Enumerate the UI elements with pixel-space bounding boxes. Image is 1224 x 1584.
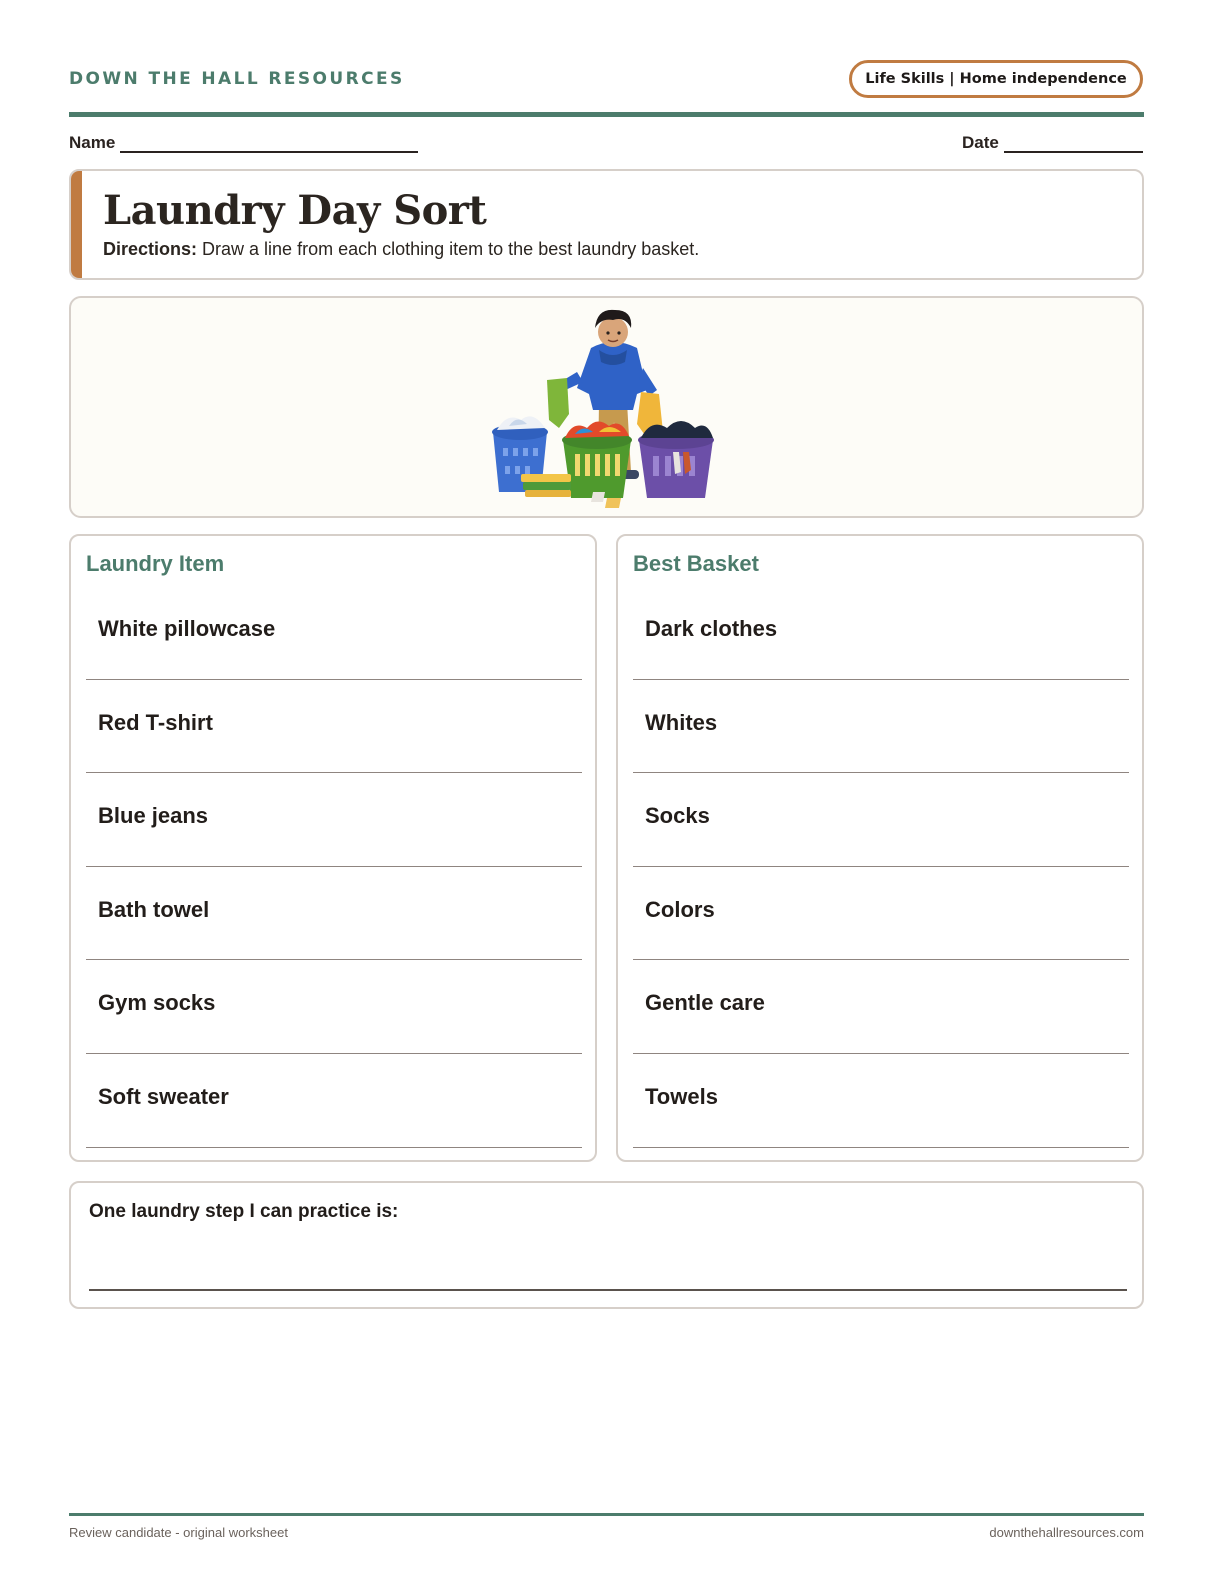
best-basket-column [616,534,1144,1162]
list-item[interactable] [633,867,1129,961]
laundry-item-column [69,534,597,1162]
list-item[interactable] [86,680,582,774]
basket-label: Colors [645,896,715,922]
name-field [69,133,418,153]
footer-website: downthehallresources.com [989,1525,1144,1540]
basket-label: Whites [645,709,718,735]
worksheet-title: Laundry Day Sort [103,187,487,234]
directions-text: Draw a line from each clothing item to the best laundry basket. [197,239,700,259]
subject-badge: Life Skills | Home independence [849,60,1143,98]
basket-label: Dark clothes [645,616,778,641]
laundry-item-heading: Laundry Item [86,551,225,576]
name-write-line[interactable] [120,135,418,153]
list-item[interactable] [633,773,1129,867]
laundry-item-label: Gym socks [98,990,216,1016]
laundry-item-label: Red T-shirt [98,709,213,735]
best-basket-heading: Best Basket [633,551,759,576]
footer-divider [69,1513,1144,1516]
name-label: Name [69,133,116,152]
boy-sorting-laundry-illustration [487,302,719,514]
title-card [69,169,1144,280]
list-item[interactable] [633,680,1129,774]
laundry-item-label: Blue jeans [98,803,209,829]
list-item[interactable] [633,960,1129,1054]
laundry-item-label: White pillowcase [98,616,276,641]
basket-label: Towels [645,1084,718,1109]
footer-note: Review candidate - original worksheet [69,1525,288,1540]
header-divider [69,112,1144,117]
date-write-line[interactable] [1004,135,1143,153]
laundry-item-label: Bath towel [98,896,210,922]
laundry-item-label: Soft sweater [98,1084,229,1109]
list-item[interactable] [86,1054,582,1148]
practice-card [69,1181,1144,1309]
illustration-card [69,296,1144,518]
list-item[interactable] [86,960,582,1054]
brand-name: DOWN THE HALL RESOURCES [69,69,405,89]
date-label: Date [962,133,999,152]
practice-write-line[interactable] [89,1289,1127,1291]
basket-label: Socks [645,803,710,829]
date-field [962,133,1143,153]
title-accent-bar [71,171,82,278]
list-item[interactable] [86,773,582,867]
list-item[interactable] [633,586,1129,680]
list-item[interactable] [86,586,582,680]
practice-prompt: One laundry step I can practice is: [89,1201,399,1222]
list-item[interactable] [86,867,582,961]
list-item[interactable] [633,1054,1129,1148]
directions-label: Directions: [103,239,198,259]
directions [103,239,699,260]
basket-label: Gentle care [645,990,765,1016]
